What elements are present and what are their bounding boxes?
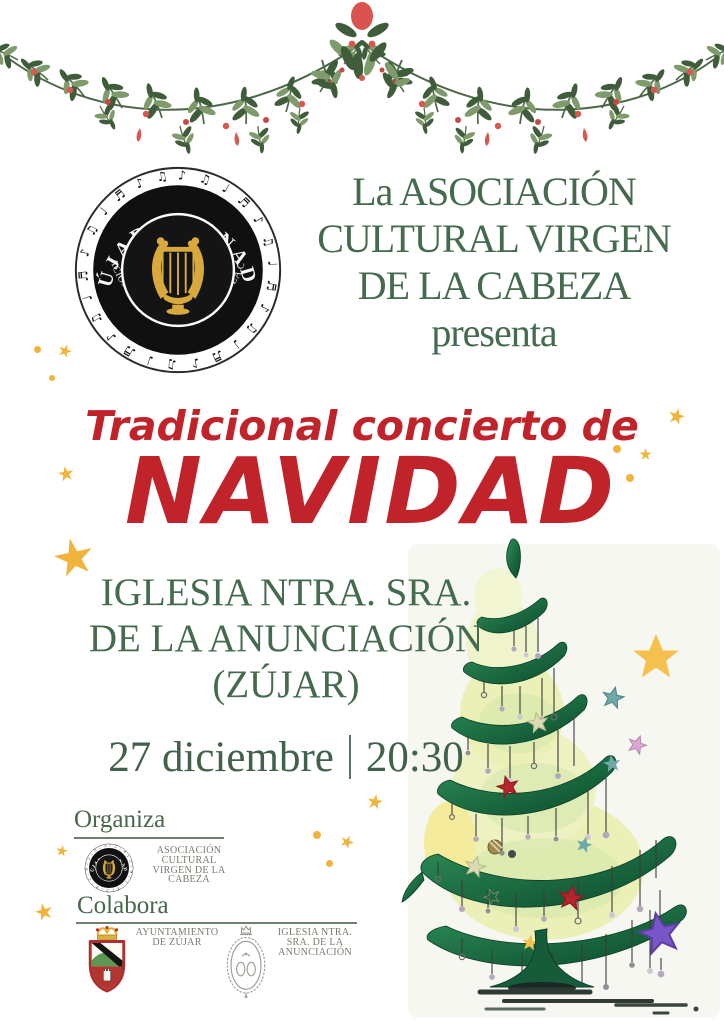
title-main: NAVIDAD [124,438,618,545]
collaborator-name-line: SRA. DE LA [286,936,344,948]
venue-line: (ZÚJAR) [212,663,360,706]
organiza-name-line: CULTURAL [161,854,217,866]
presenter-line: presenta [431,310,557,355]
separator-bar [349,735,351,779]
venue-block [40,570,532,708]
sparkle-dot-icon [49,375,55,381]
presenter-line: CULTURAL VIRGEN [317,216,671,261]
organiza-name-line: CABEZA [168,874,210,886]
presenter-line: La ASOCIACIÓN [352,169,636,214]
collaborator-name-line: IGLESIA NTRA. [277,927,353,938]
sparkle-star-icon [366,793,385,812]
sparkle-star-icon [338,833,357,852]
title-kicker: Tradicional concierto de [85,402,639,450]
ayuntamiento-coat-of-arms [85,924,129,994]
venue-line: DE LA ANUNCIACIÓN [88,617,484,660]
ayuntamiento-name [131,928,223,948]
iglesia-name [272,928,358,957]
sparkle-dot-icon [313,831,321,839]
garland-center-cluster [306,2,417,104]
organiza-rule [74,837,224,839]
venue-line: IGLESIA NTRA. SRA. [100,571,472,614]
organiza-name-line: ASOCIACIÓN [156,845,222,856]
association-logo-badge [72,164,284,376]
iglesia-seal [222,920,270,1000]
presenter-block [276,168,712,356]
organiza-label: Organiza [74,806,166,833]
event-time: 20:30 [365,734,464,781]
collaborator-name-line: DE ZÚJAR [152,936,202,948]
collaborator-name-line: AYUNTAMIENTO [135,927,219,938]
christmas-garland-illustration [0,0,724,160]
collaborator-name-line: ANUNCIACIÓN [278,946,352,958]
sparkle-star-icon [33,901,55,923]
organiza-name-line: VIRGEN DE LA [152,864,226,876]
colabora-label: Colabora [77,892,169,919]
organiza-name [138,846,240,885]
association-logo-small [84,843,134,893]
presenter-line: DE LA CABEZA [357,263,631,308]
sparkle-dot-icon [34,346,41,353]
event-date: 27 diciembre [108,734,334,781]
date-time-row [40,733,532,782]
sparkle-dot-icon [326,860,333,867]
sparkle-star-icon [55,844,69,858]
